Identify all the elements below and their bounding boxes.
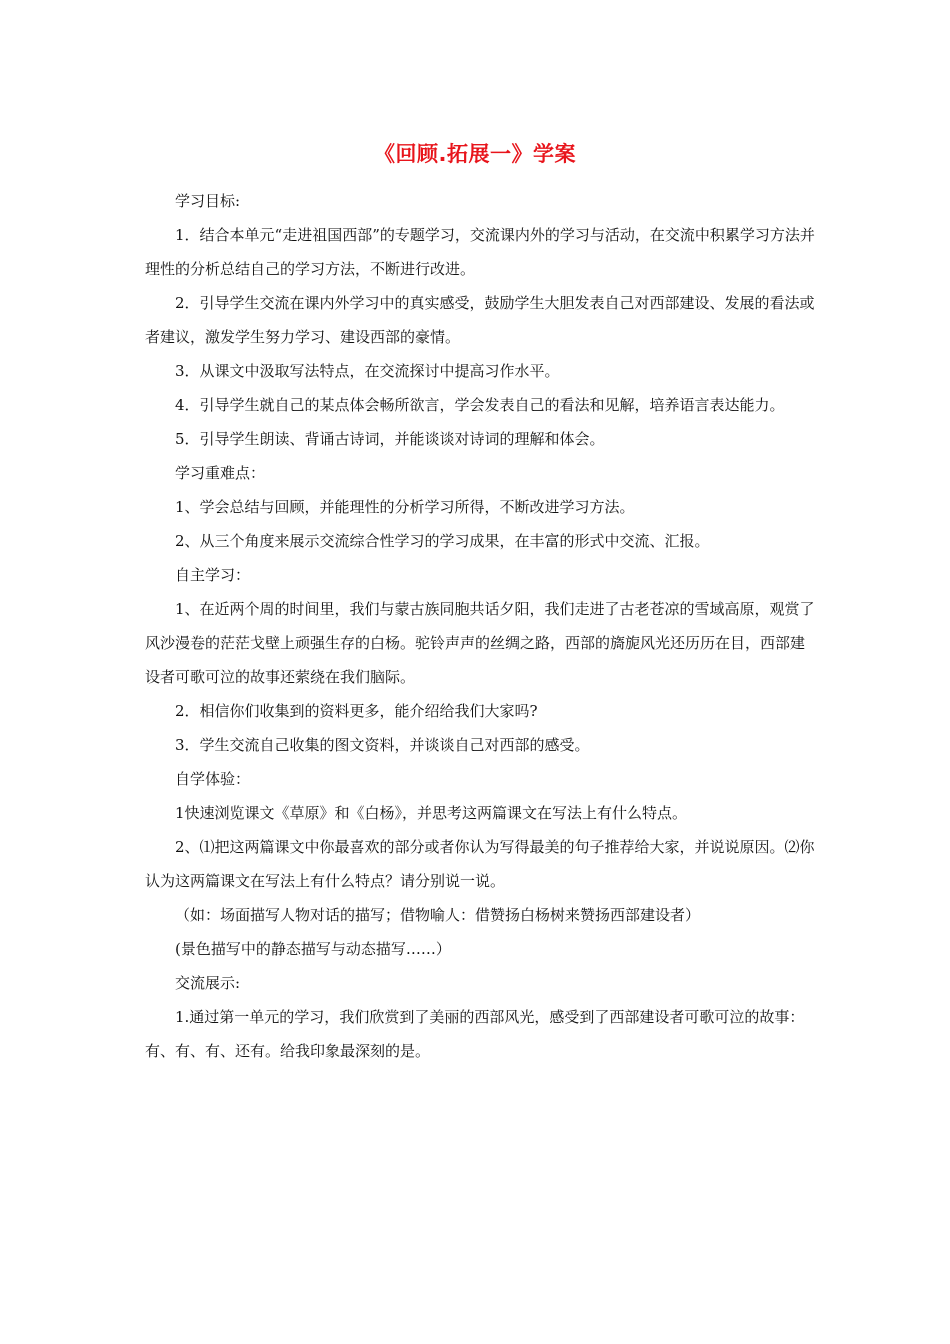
self-study-1: 1、在近两个周的时间里，我们与蒙古族同胞共话夕阳，我们走进了古老苍凉的雪域高原，观赏了风沙漫卷的茫茫戈壁上顽强生存的白杨。驼铃声声的丝绸之路，西部的旖旎风光还历历在目，西部建设者可歌可泣的故事还萦绕在我们脑际。 <box>145 600 815 686</box>
heading-learning-goals: 学习目标: <box>175 192 241 210</box>
heading-self-study: 自主学习： <box>175 566 251 584</box>
document-body <box>145 184 817 1068</box>
goal-item-5: 5．引导学生朗读、背诵古诗词，并能谈谈对诗词的理解和体会。 <box>175 430 605 448</box>
goal-item-4: 4．引导学生就自己的某点体会畅所欲言，学会发表自己的看法和见解，培养语言表达能力。 <box>175 396 785 414</box>
self-study-2: 2．相信你们收集到的资料更多，能介绍给我们大家吗? <box>175 702 538 720</box>
self-study-3: 3．学生交流自己收集的图文资料，并谈谈自己对西部的感受。 <box>175 736 590 754</box>
experience-1: 1快速浏览课文《草原》和《白杨》，并思考这两篇课文在写法上有什么特点。 <box>175 804 688 822</box>
heading-key-points: 学习重难点： <box>175 464 266 482</box>
goal-item-1: 1．结合本单元“走进祖国西部”的专题学习，交流课内外的学习与活动，在交流中积累学习方法并理性的分析总结自己的学习方法，不断进行改进。 <box>145 226 815 278</box>
exchange-1: 1.通过第一单元的学习，我们欣赏到了美丽的西部风光，感受到了西部建设者可歌可泣的故事：有、有、有、还有。给我印象最深刻的是。 <box>145 1008 805 1060</box>
goal-item-2: 2．引导学生交流在课内外学习中的真实感受，鼓励学生大胆发表自己对西部建设、发展的看法或者建议，激发学生努力学习、建设西部的豪情。 <box>145 294 815 346</box>
document-title: 《回顾.拓展一》学案 <box>374 142 576 166</box>
goal-item-3: 3．从课文中汲取写法特点，在交流探讨中提高习作水平。 <box>175 362 560 380</box>
experience-example-1: （如：场面描写人物对话的描写；借物喻人：借赞扬白杨树来赞扬西部建设者） <box>175 906 701 924</box>
key-point-2: 2、从三个角度来展示交流综合性学习的学习成果，在丰富的形式中交流、汇报。 <box>175 532 710 550</box>
heading-self-experience: 自学体验： <box>175 770 251 788</box>
heading-exchange: 交流展示: <box>175 974 241 992</box>
experience-2: 2、⑴把这两篇课文中你最喜欢的部分或者你认为写得最美的句子推荐给大家，并说说原因。⑵你认为这两篇课文在写法上有什么特点？请分别说一说。 <box>145 838 815 890</box>
experience-example-2: (景色描写中的静态描写与动态描写……） <box>175 940 451 958</box>
key-point-1: 1、学会总结与回顾，并能理性的分析学习所得，不断改进学习方法。 <box>175 498 635 516</box>
